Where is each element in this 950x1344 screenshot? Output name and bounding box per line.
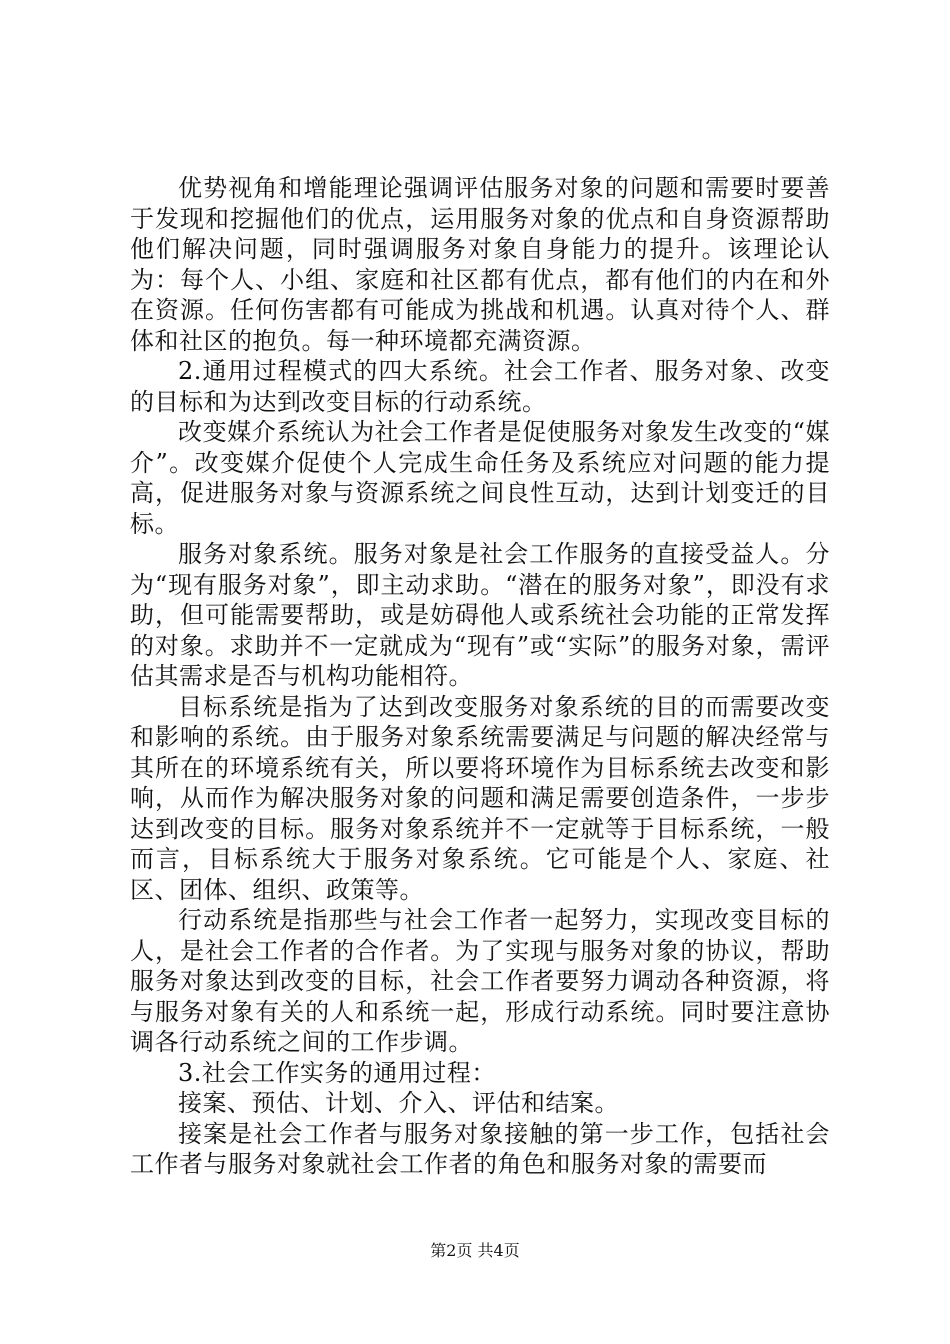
paragraph-target-system: 目标系统是指为了达到改变服务对象系统的目的而需要改变和影响的系统。由于服务对象系统需要满足与问题的解决经常与其所在的环境系统有关，所以要将环境作为目标系统去改变和影响，从而作为解决服务对象的问题和满足需要创造条件，一步步达到改变的目标。服务对象系统并不一定就等于目标系统，一般而言，目标系统大于服务对象系统。它可能是个人、家庭、社区、团体、组织、政策等。 [130, 692, 830, 904]
paragraph-general-process-heading: 3.社会工作实务的通用过程： [178, 1058, 496, 1087]
paragraph-intake: 接案是社会工作者与服务对象接触的第一步工作，包括社会工作者与服务对象就社会工作者的角色和服务对象的需要而 [130, 1119, 830, 1178]
document-body [130, 173, 830, 1180]
paragraph-action-system: 行动系统是指那些与社会工作者一起努力，实现改变目标的人，是社会工作者的合作者。为了实现与服务对象的协议，帮助服务对象达到改变的目标，社会工作者要努力调动各种资源，将与服务对象有关的人和系统一起，形成行动系统。同时要注意协调各行动系统之间的工作步调。 [130, 906, 830, 1056]
page-footer: 第2页 共4页 [430, 1241, 520, 1260]
paragraph-four-systems-heading: 2.通用过程模式的四大系统。社会工作者、服务对象、改变的目标和为达到改变目标的行动系统。 [130, 357, 830, 416]
paragraph-process-steps: 接案、预估、计划、介入、评估和结案。 [178, 1089, 619, 1117]
paragraph-change-agent-system: 改变媒介系统认为社会工作者是促使服务对象发生改变的“媒介”。改变媒介促使个人完成生命任务及系统应对问题的能力提高，促进服务对象与资源系统之间良性互动，达到计划变迁的目标。 [130, 418, 830, 538]
paragraph-client-system: 服务对象系统。服务对象是社会工作服务的直接受益人。分为“现有服务对象”，即主动求助。“潜在的服务对象”，即没有求助，但可能需要帮助，或是妨碍他人或系统社会功能的正常发挥的对象。求助并不一定就成为“现有”或“实际”的服务对象，需评估其需求是否与机构功能相符。 [130, 540, 830, 690]
paragraph-strengths-perspective: 优势视角和增能理论强调评估服务对象的问题和需要时要善于发现和挖掘他们的优点，运用服务对象的优点和自身资源帮助他们解决问题，同时强调服务对象自身能力的提升。该理论认为：每个人、小组、家庭和社区都有优点，都有他们的内在和外在资源。任何伤害都有可能成为挑战和机遇。认真对待个人、群体和社区的抱负。每一种环境都充满资源。 [130, 174, 830, 355]
